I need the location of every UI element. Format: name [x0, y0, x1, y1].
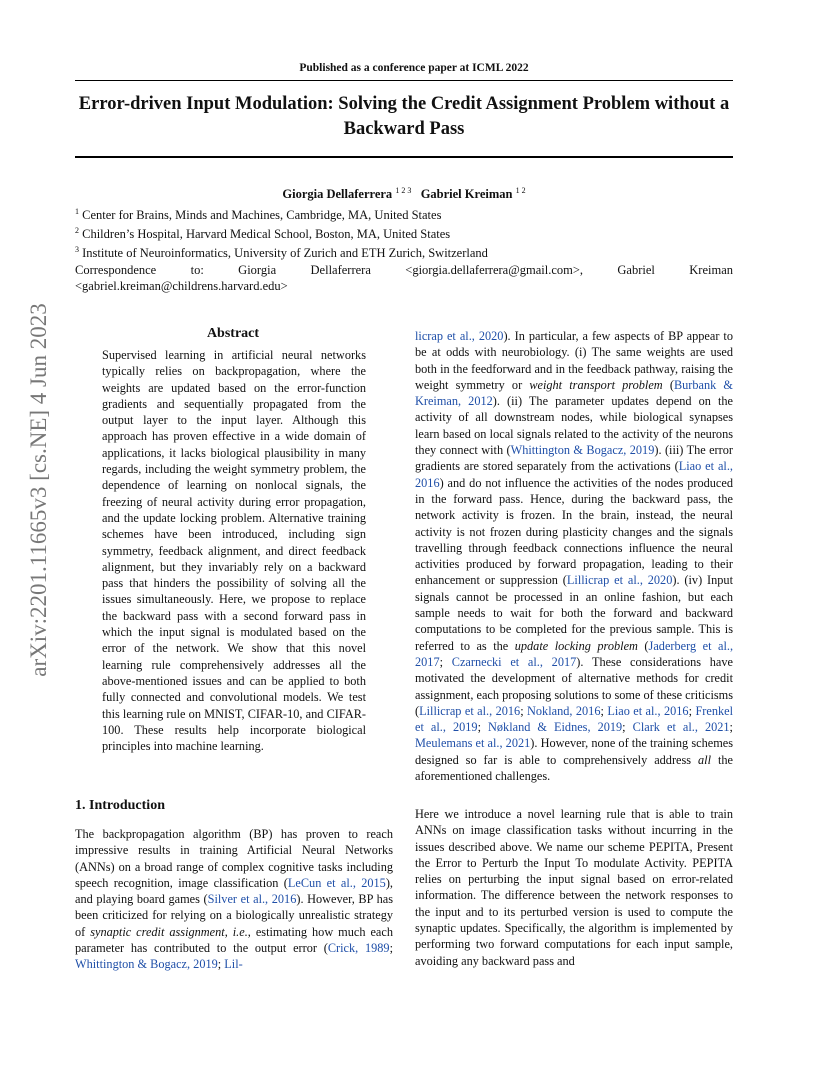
author-name: Gabriel Kreiman	[420, 187, 513, 201]
arxiv-stamp-text: arXiv:2201.11665v3 [cs.NE] 4 Jun 2023	[26, 303, 51, 677]
author-line	[0, 186, 808, 202]
body-text: ;	[389, 941, 393, 956]
correspondence-email: <gabriel.kreiman@childrens.harvard.edu>	[75, 278, 288, 293]
body-text: ). However, BP has been criticized for relying on a biologically unrealistic strategy of	[75, 892, 393, 939]
abstract-heading: Abstract	[206, 326, 260, 341]
affil-text: Children’s Hospital, Harvard Medical School, Boston, MA, United States	[82, 227, 451, 242]
citation-link[interactable]: Czarnecki et al., 2017	[451, 654, 577, 669]
abstract-body: Supervised learning in artificial neural networks typically relies on backpropagation, where the weights are updated based on the error-function gradients and sequentially propagated from the output layer to the input layer. Although this approach has proven effective in a wide domain of applications, it lacks biological plausibility in many regards, including the weight symmetry problem, the dependence of learning on nonlocal signals, the freezing of neural activity during error propagation, and the update locking problem. Alternative training schemes have been introduced, including sign symmetry, feedback alignment, and direct feedback alignment, but they invariably rely on a backward pass that hinders the possibility of solving all the issues simultaneously. Here, we propose to replace the backward pass with a second forward pass in which the input signal is modulated based on the error of the network. We show that this novel learning rule comprehensively addresses all the above-mentioned issues and can be applied to both fully connected and convolutional models. We test this learning rule on MNIST, CIFAR-10, and CIFAR-100. These results help incorporate biological principles into machine learning.	[102, 348, 366, 754]
body-text: ). (iii) The error gradients are stored separately from the activations (	[415, 443, 733, 474]
body-text: ;	[477, 720, 489, 735]
affil-text: Center for Brains, Minds and Machines, Cambridge, MA, United States	[82, 208, 442, 222]
body-text: The backpropagation algorithm (BP) has proven to reach impressive results in training Artificial Neural Networks (ANNs) on a broad range of complex cognitive tasks including speech recognition, image classification (	[75, 827, 393, 890]
body-text: (	[637, 638, 649, 653]
citation-link[interactable]: LeCun et al., 2015	[287, 875, 386, 890]
citation-link[interactable]: Lillicrap et al., 2020	[566, 573, 673, 588]
body-text: (	[662, 377, 674, 392]
citation-link[interactable]: Clark et al., 2021	[632, 720, 730, 735]
author-name: Giorgia Dellaferrera	[282, 187, 393, 201]
affiliation	[75, 242, 733, 261]
citation-link[interactable]: Lillicrap et al., 2016	[419, 703, 521, 718]
citation-link[interactable]: Whittington & Bogacz, 2019	[75, 957, 218, 972]
body-text: ). (ii) The parameter updates depend on the activity of all downstream nodes, while biological synapses learn based on local signals related to the activity of the neurons they connect with (	[415, 394, 734, 458]
affiliations	[75, 204, 733, 294]
section-heading: 1. Introduction	[75, 798, 165, 813]
body-text: ) and do not influence the activities of the nodes produced in the forward pass. Hence, during the backward pass, the network activity is frozen. In the brain, instead, the neural activity is not frozen during plasticity changes and the signals travelling through feedback connections influence the neural activities produced by forward propagation, leading to their enhancement or suppression (	[415, 475, 733, 588]
body-text: ;	[622, 720, 633, 735]
citation-link[interactable]: Nokland, 2016	[527, 703, 601, 718]
body-text: , estimating how much each parameter has contributed to the output error (	[75, 924, 393, 956]
affil-number: 3	[75, 245, 79, 255]
body-text: ). These considerations have motivated the development of alternative methods for credit assignment, each proposing solutions to some of these criticisms (	[415, 654, 733, 718]
citation-link[interactable]: Silver et al., 2016	[207, 892, 297, 907]
emphasis-text: update locking problem	[514, 638, 638, 653]
citation-link[interactable]: Nøkland & Eidnes, 2019	[488, 720, 623, 735]
body-text: ;	[520, 703, 528, 718]
affiliation	[75, 223, 733, 242]
citation-link[interactable]: Frenkel et al., 2019	[415, 703, 734, 735]
emphasis-text: all	[698, 752, 712, 767]
body-text: ;	[439, 654, 452, 669]
citation-link[interactable]: Liao et al., 2016	[415, 459, 733, 490]
emphasis-text: synaptic credit assignment	[90, 924, 225, 939]
title-divider	[75, 156, 733, 158]
emphasis-text: i.e.	[232, 924, 248, 939]
citation-link[interactable]: Liao et al., 2016	[607, 703, 689, 718]
citation-link[interactable]: Crick, 1989	[327, 941, 390, 956]
affil-text: Institute of Neuroinformatics, University of Zurich and ETH Zurich, Switzerland	[82, 246, 488, 261]
body-text: ;	[600, 703, 608, 718]
body-text: ,	[224, 924, 233, 939]
affil-number: 2	[75, 226, 79, 236]
emphasis-text: weight transport problem	[529, 377, 663, 392]
affil-number: 1	[75, 207, 79, 216]
intro-paragraph-2	[415, 328, 733, 784]
paper-title: Error-driven Input Modulation: Solving the Credit Assignment Problem without a Backward Pass	[78, 94, 730, 139]
body-text: ). In particular, a few aspects of BP appear to be at odds with neurobiology. (i) The same weights are used both in the feedforward and in the feedback pathway, raising the weight symmetry or	[415, 329, 733, 392]
citation-link[interactable]: Jaderberg et al., 2017	[415, 638, 734, 669]
body-text: ), and playing board games (	[75, 875, 393, 907]
body-text: ;	[217, 957, 225, 972]
body-text: ). However, none of the training schemes designed so far is able to comprehensively address	[415, 736, 733, 767]
intro-paragraph-1	[75, 826, 393, 973]
intro-paragraph-3: Here we introduce a novel learning rule that is able to train ANNs on image classification tasks without incurring in the issues described above. We name our scheme PEPITA, Present the Error to Perturb the Input To modulate Activity. PEPITA relies on perturbing the input signal based on error-related information. The difference between the network responses to the input and to its perturbed version is used to compute the synaptic updates. Specifically, the algorithm is implemented by performing two forward computations for each input sample, avoiding any backward pass and	[415, 807, 733, 968]
author-affil-marks: 1 2 3	[395, 186, 412, 195]
body-text: ;	[729, 720, 733, 735]
affiliation	[75, 204, 733, 223]
citation-link[interactable]: Meulemans et al., 2021	[415, 736, 531, 751]
body-text: ). (iv) Input signals cannot be processed in an online fashion, but each sample needs to wait for both the forward and backward computations to be completed for the previous sample. This is referred to as the	[415, 573, 733, 653]
citation-link[interactable]: Burbank & Kreiman, 2012	[415, 377, 733, 409]
body-text: ;	[688, 703, 696, 718]
citation-link[interactable]: Whittington & Bogacz, 2019	[510, 443, 655, 458]
header-divider	[75, 80, 733, 81]
citation-link[interactable]: licrap et al., 2020	[415, 329, 504, 343]
body-text: the aforementioned challenges.	[415, 752, 733, 784]
venue-header: Published as a conference paper at ICML 2022	[299, 62, 529, 74]
correspondence-line: Correspondence to: Giorgia Dellaferrera <giorgia.dellaferrera@gmail.com>, Gabriel Kreiman	[75, 262, 733, 277]
author-affil-marks: 1 2	[515, 186, 526, 195]
citation-link[interactable]: Lil-	[224, 957, 243, 972]
